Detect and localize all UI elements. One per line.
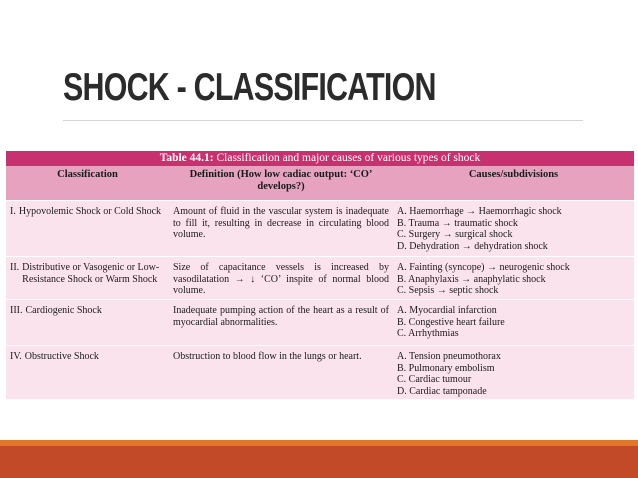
row-number: IV. <box>10 351 22 362</box>
table-header-row <box>6 166 634 201</box>
definition-cell: Amount of fluid in the vascular system is inadequate to fill it, resulting in decrease in circulating blood volume. <box>169 201 393 257</box>
cause-item: A. Tension pneumothorax <box>397 351 501 362</box>
classification-text: Obstructive Shock <box>24 351 99 362</box>
cause-item: D. Cardiac tamponade <box>397 385 487 397</box>
header-definition: Definition (How low cadiac output: ‘CO’ develops?) <box>169 166 393 201</box>
row-number: III. <box>10 305 23 316</box>
cause-item: A. Myocardial infarction <box>397 305 497 316</box>
causes-cell <box>393 300 634 346</box>
cause-item: D. Dehydration → dehydration shock <box>397 240 548 252</box>
cause-item: C. Arrhythmias <box>397 328 459 339</box>
classification-table <box>6 151 634 399</box>
cause-item: B. Congestive heart failure <box>397 316 505 328</box>
row-number: II. <box>10 262 20 273</box>
cause-item: C. Surgery → surgical shock <box>397 229 513 240</box>
table-caption <box>6 151 634 166</box>
classification-cell <box>6 257 169 300</box>
cause-item: A. Haemorrhage → Haemorrhagic shock <box>397 206 562 217</box>
causes-cell <box>393 201 634 257</box>
cause-item: C. Cardiac tumour <box>397 374 472 385</box>
table-row <box>6 346 634 406</box>
definition-cell: Obstruction to blood flow in the lungs or heart. <box>169 346 393 406</box>
table-row <box>6 257 634 300</box>
header-causes: Causes/subdivisions <box>393 166 634 201</box>
classification-text: Cardiogenic Shock <box>25 305 102 316</box>
classification-cell <box>6 300 169 346</box>
cause-item: B. Pulmonary embolism <box>397 362 495 374</box>
cause-item: A. Fainting (syncope) → neurogenic shock <box>397 262 570 273</box>
cause-item: C. Sepsis → septic shock <box>397 285 499 296</box>
definition-cell: Inadequate pumping action of the heart as a result of myocardial abnormalities. <box>169 300 393 346</box>
table-row <box>6 201 634 257</box>
classification-cell <box>6 346 169 406</box>
row-number: I. <box>10 206 16 217</box>
footer-bar <box>0 446 638 478</box>
causes-cell <box>393 257 634 300</box>
table-caption-number: Table 44.1: <box>159 152 214 164</box>
classification-cell <box>6 201 169 257</box>
slide-title: SHOCK - CLASSIFICATION <box>63 66 436 109</box>
table-row <box>6 300 634 346</box>
definition-cell: Size of capacitance vessels is increased by vasodilatation → ↓ ‘CO’ inspite of normal blood volume. <box>169 257 393 300</box>
shock-table <box>6 166 634 405</box>
header-classification: Classification <box>6 166 169 201</box>
classification-text: Distributive or Vasogenic or Low-Resistance Shock or Warm Shock <box>22 262 160 285</box>
classification-text: Hypovolemic Shock or Cold Shock <box>18 206 162 217</box>
title-divider <box>63 120 583 121</box>
table-caption-text: Classification and major causes of various types of shock <box>213 152 481 164</box>
cause-item: B. Trauma → traumatic shock <box>397 217 518 229</box>
causes-cell <box>393 346 634 406</box>
cause-item: B. Anaphylaxis → anaphylatic shock <box>397 273 546 285</box>
